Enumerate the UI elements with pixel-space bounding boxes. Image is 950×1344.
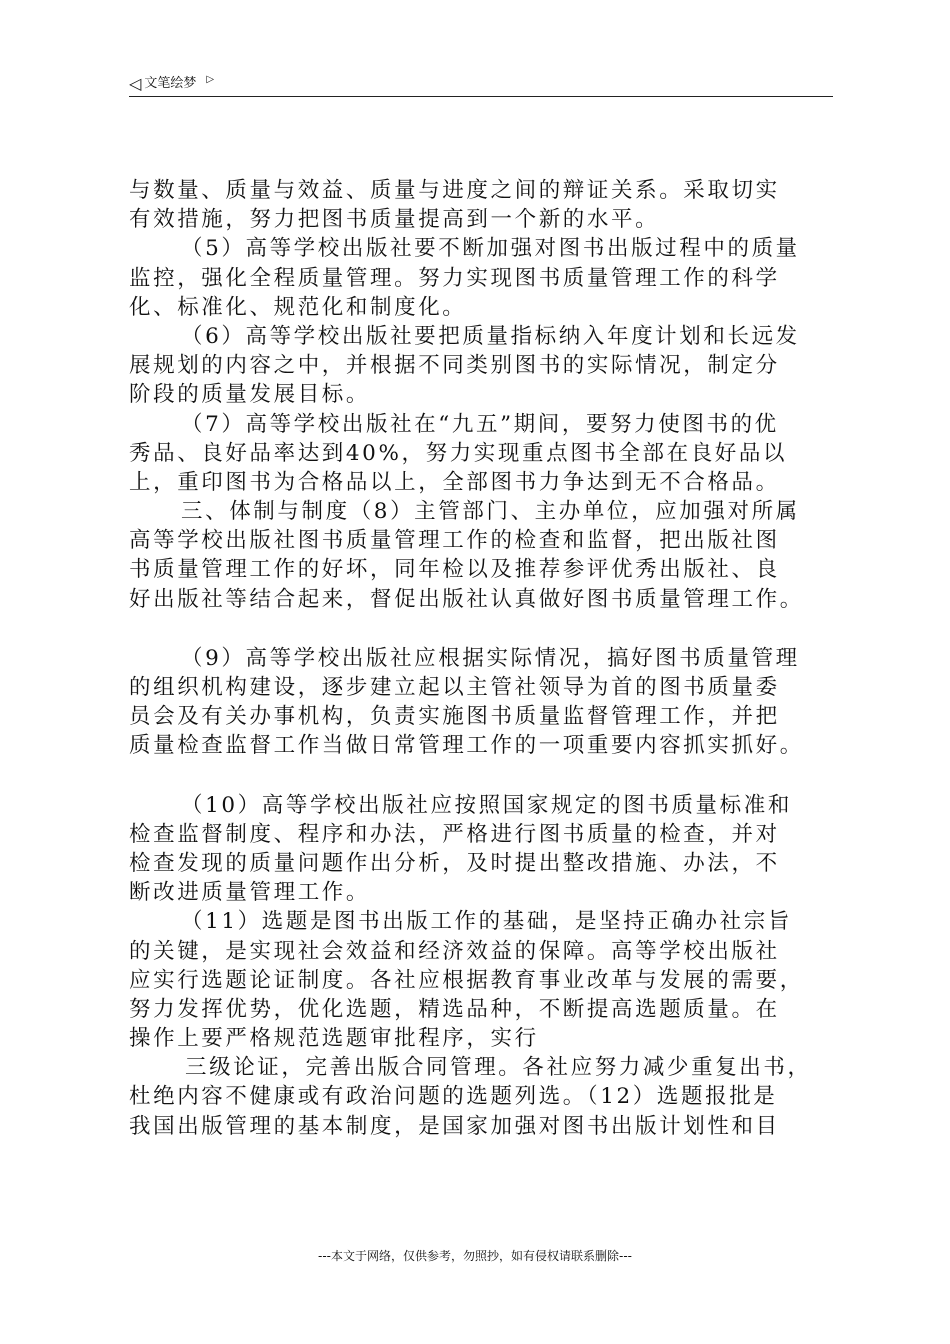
text-line: 操作上要严格规范选题审批程序，实行 [129, 1026, 539, 1052]
header-title: 文笔绘梦 [144, 76, 197, 91]
text-line: 秀品、良好品率达到40%，努力实现重点图书全部在良好品以 [129, 440, 788, 466]
text-line: （6）高等学校出版社要把质量指标纳入年度计划和长远发 [181, 323, 800, 349]
document-body [129, 176, 841, 1141]
text-line: 的关键，是实现社会效益和经济效益的保障。高等学校出版社 [129, 938, 780, 964]
text-line: 质量检查监督工作当做日常管理工作的一项重要内容抓实抓好。 [129, 733, 804, 759]
text-line: 三级论证，完善出版合同管理。各社应努力减少重复出书， [185, 1055, 812, 1081]
text-line: 应实行选题论证制度。各社应根据教育事业改革与发展的需要， [129, 967, 804, 993]
text-line: 的组织机构建设，逐步建立起以主管社领导为首的图书质量委 [129, 675, 780, 700]
text-line: 好出版社等结合起来，督促出版社认真做好图书质量管理工作。 [129, 586, 804, 612]
text-line: 杜绝内容不健康或有政治问题的选题列选。（12）选题报批是 [129, 1084, 778, 1110]
text-line: 展规划的内容之中，并根据不同类别图书的实际情况，制定分 [129, 353, 780, 379]
text-line: 努力发挥优势，优化选题，精选品种，不断提高选题质量。在 [129, 996, 780, 1022]
text-line: （9）高等学校出版社应根据实际情况，搞好图书质量管理 [181, 645, 800, 671]
text-line: 阶段的质量发展目标。 [129, 382, 371, 408]
text-line: 三、体制与制度（8）主管部门、主办单位，应加强对所属 [181, 499, 800, 525]
text-line: 与数量、质量与效益、质量与进度之间的辩证关系。采取切实 [129, 178, 780, 203]
text-line: （7）高等学校出版社在“九五”期间，要努力使图书的优 [181, 411, 779, 437]
text-line: 检查发现的质量问题作出分析，及时提出整改措施、办法，不 [129, 850, 780, 876]
text-line: 高等学校出版社图书质量管理工作的检查和监督，把出版社图 [129, 528, 780, 554]
paragraph-gap [129, 614, 841, 644]
text-line: （5）高等学校出版社要不断加强对图书出版过程中的质量 [181, 236, 800, 262]
paragraph-gap [129, 761, 841, 791]
text-line: 我国出版管理的基本制度，是国家加强对图书出版计划性和目 [129, 1113, 780, 1139]
page-header [129, 74, 833, 97]
text-line: 有效措施，努力把图书质量提高到一个新的水平。 [129, 207, 660, 233]
text-line: （11）选题是图书出版工作的基础，是坚持正确办社宗旨 [181, 909, 792, 935]
text-line: 化、标准化、规范化和制度化。 [129, 294, 467, 320]
text-line: 断改进质量管理工作。 [129, 880, 371, 906]
text-line: （10）高等学校出版社应按照国家规定的图书质量标准和 [181, 792, 792, 818]
text-line: 员会及有关办事机构，负责实施图书质量监督管理工作，并把 [129, 704, 780, 730]
text-line: 监控，强化全程质量管理。努力实现图书质量管理工作的科学 [129, 265, 780, 291]
triangle-right-icon: ▷ [206, 74, 215, 85]
header-title-row [129, 74, 214, 94]
text-line: 书质量管理工作的好坏，同年检以及推荐参评优秀出版社、良 [129, 557, 780, 583]
text-line: 上，重印图书为合格品以上，全部图书力争达到无不合格品。 [129, 469, 780, 495]
text-line: 检查监督制度、程序和办法，严格进行图书质量的检查，并对 [129, 821, 780, 847]
triangle-left-icon: ◁ [129, 74, 142, 93]
footer-notice: ---本文于网络，仅供参考，勿照抄，如有侵权请联系删除--- [318, 1249, 632, 1263]
